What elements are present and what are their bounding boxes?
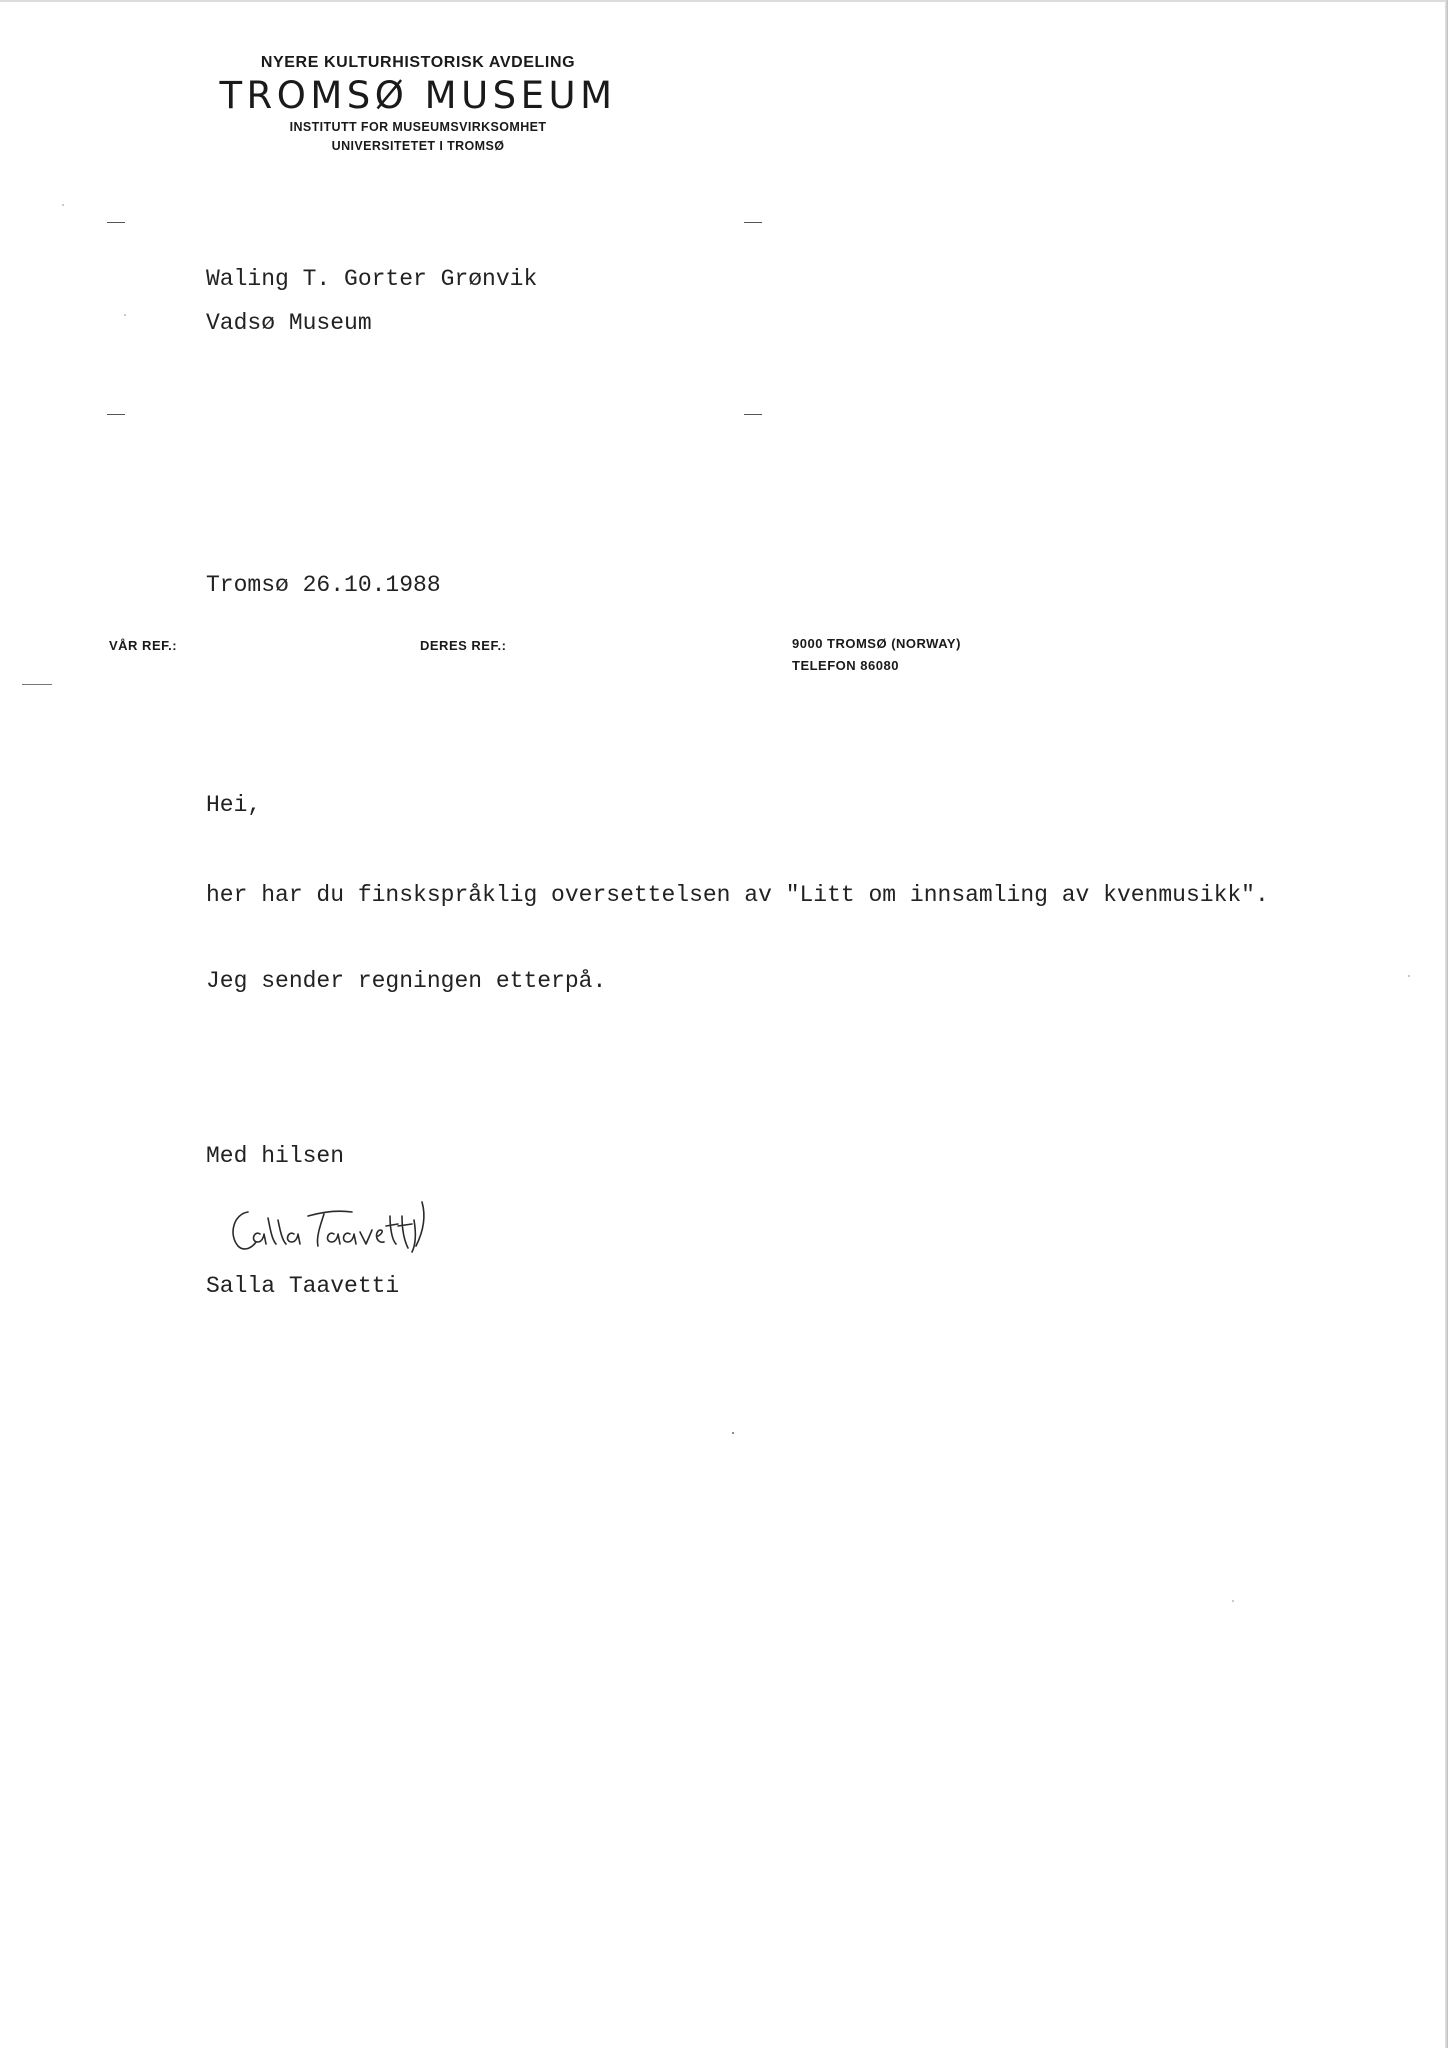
fold-mark bbox=[107, 414, 125, 415]
fold-mark bbox=[107, 222, 125, 223]
letterhead-museum-name: TROMSØ MUSEUM bbox=[219, 74, 617, 117]
scan-speck bbox=[732, 1432, 734, 1434]
letterhead bbox=[168, 52, 668, 156]
letterhead-department: NYERE KULTURHISTORISK AVDELING bbox=[260, 54, 576, 71]
scan-speck bbox=[1408, 975, 1410, 977]
body-paragraph-1: her har du finskspråklig oversettelsen av "Litt om innsamling av kvenmusikk". bbox=[206, 882, 1269, 908]
letterhead-university: UNIVERSITETET I TROMSØ bbox=[331, 139, 505, 153]
fold-mark bbox=[744, 414, 762, 415]
museum-phone: TELEFON 86080 bbox=[792, 658, 899, 673]
fold-mark bbox=[22, 684, 52, 685]
page-top-edge bbox=[0, 0, 1448, 2]
scan-speck bbox=[1232, 1600, 1234, 1602]
museum-address: 9000 TROMSØ (NORWAY) bbox=[792, 636, 961, 651]
scan-speck bbox=[62, 204, 64, 206]
your-reference-label: DERES REF.: bbox=[420, 638, 507, 653]
recipient-name: Waling T. Gorter Grønvik bbox=[206, 266, 538, 292]
fold-mark bbox=[744, 222, 762, 223]
greeting: Hei, bbox=[206, 792, 262, 818]
scan-speck bbox=[124, 314, 126, 316]
signer-name: Salla Taavetti bbox=[206, 1273, 400, 1299]
recipient-organization: Vadsø Museum bbox=[206, 310, 372, 336]
date-line: Tromsø 26.10.1988 bbox=[206, 572, 441, 598]
our-reference-label: VÅR REF.: bbox=[109, 638, 178, 653]
letterhead-institute: INSTITUTT FOR MUSEUMSVIRKSOMHET bbox=[289, 120, 547, 134]
closing-salutation: Med hilsen bbox=[206, 1143, 345, 1169]
body-paragraph-2: Jeg sender regningen etterpå. bbox=[206, 968, 607, 994]
handwritten-signature bbox=[226, 1190, 526, 1270]
